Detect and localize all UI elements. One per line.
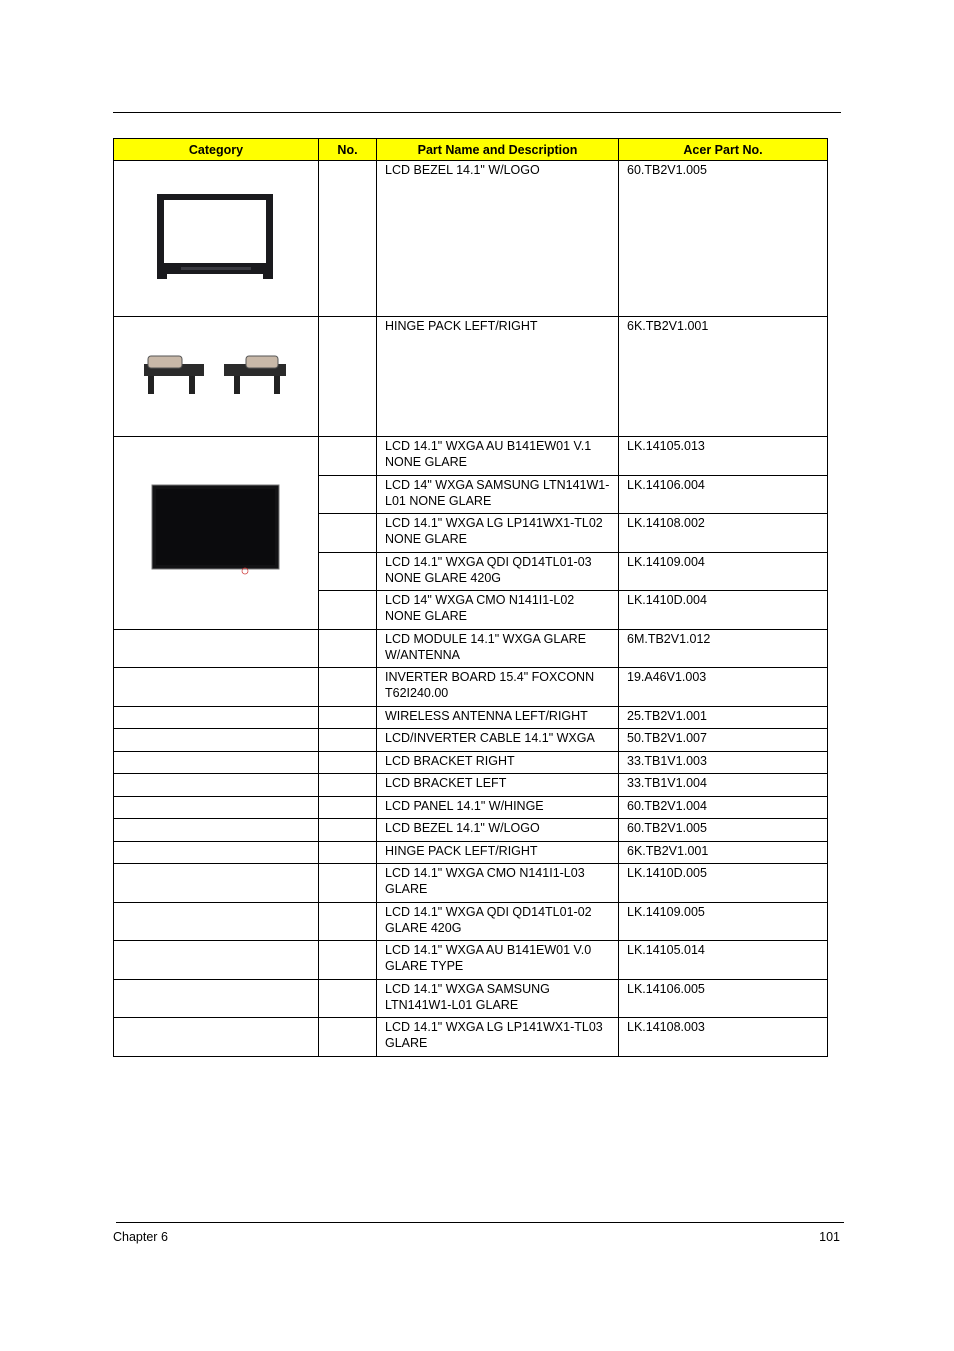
part-number-cell: 60.TB2V1.004 — [619, 797, 828, 819]
part-number-cell: 60.TB2V1.005 — [619, 819, 828, 842]
part-number-cell: 25.TB2V1.001 — [619, 707, 828, 729]
description-cell: LCD 14.1" WXGA CMO N141I1-L03 GLARE — [377, 864, 619, 903]
part-number-cell: 6M.TB2V1.012 — [619, 630, 828, 668]
no-cell — [319, 941, 377, 980]
footer-chapter: Chapter 6 — [113, 1230, 168, 1244]
category-cell — [114, 630, 319, 668]
no-cell — [319, 553, 377, 591]
part-number-cell: LK.14105.013 — [619, 437, 828, 476]
category-cell — [114, 437, 319, 630]
category-cell — [114, 903, 319, 941]
table-row — [114, 941, 828, 980]
description-cell: LCD 14" WXGA CMO N141I1-L02 NONE GLARE — [377, 591, 619, 630]
category-cell — [114, 864, 319, 903]
description-cell: LCD MODULE 14.1" WXGA GLARE W/ANTENNA — [377, 630, 619, 668]
description-cell: LCD PANEL 14.1" W/HINGE — [377, 797, 619, 819]
part-number-cell: LK.14105.014 — [619, 941, 828, 980]
table-row — [114, 437, 828, 476]
table-row — [114, 842, 828, 864]
footer-page-number: 101 — [819, 1230, 840, 1244]
category-cell — [114, 941, 319, 980]
no-cell — [319, 514, 377, 553]
part-number-cell: LK.14108.002 — [619, 514, 828, 553]
category-cell — [114, 774, 319, 797]
header-acer-part-no: Acer Part No. — [619, 139, 828, 161]
footer-rule — [116, 1222, 844, 1223]
header-rule — [113, 112, 841, 113]
parts-table — [113, 138, 828, 1057]
no-cell — [319, 864, 377, 903]
no-cell — [319, 630, 377, 668]
category-cell — [114, 707, 319, 729]
table-row — [114, 1018, 828, 1057]
part-number-cell: LK.1410D.004 — [619, 591, 828, 630]
category-cell — [114, 161, 319, 317]
no-cell — [319, 437, 377, 476]
description-cell: LCD 14.1" WXGA LG LP141WX1-TL02 NONE GLARE — [377, 514, 619, 553]
header-category: Category — [114, 139, 319, 161]
table-row — [114, 864, 828, 903]
category-cell — [114, 317, 319, 437]
category-cell — [114, 729, 319, 752]
no-cell — [319, 797, 377, 819]
description-cell: HINGE PACK LEFT/RIGHT — [377, 842, 619, 864]
no-cell — [319, 161, 377, 317]
no-cell — [319, 774, 377, 797]
table-row — [114, 729, 828, 752]
header-no: No. — [319, 139, 377, 161]
table-row — [114, 797, 828, 819]
table-row — [114, 630, 828, 668]
description-cell: LCD 14" WXGA SAMSUNG LTN141W1-L01 NONE GLARE — [377, 476, 619, 514]
category-cell — [114, 668, 319, 707]
no-cell — [319, 476, 377, 514]
part-number-cell: LK.1410D.005 — [619, 864, 828, 903]
table-row — [114, 980, 828, 1018]
description-cell: LCD 14.1" WXGA SAMSUNG LTN141W1-L01 GLARE — [377, 980, 619, 1018]
no-cell — [319, 591, 377, 630]
no-cell — [319, 1018, 377, 1057]
no-cell — [319, 707, 377, 729]
part-number-cell: LK.14109.005 — [619, 903, 828, 941]
no-cell — [319, 317, 377, 437]
no-cell — [319, 729, 377, 752]
no-cell — [319, 668, 377, 707]
description-cell: LCD 14.1" WXGA QDI QD14TL01-03 NONE GLARE 420G — [377, 553, 619, 591]
no-cell — [319, 842, 377, 864]
description-cell: LCD BEZEL 14.1" W/LOGO — [377, 161, 619, 317]
category-cell — [114, 842, 319, 864]
lcd-panel-image — [151, 484, 281, 579]
header-part-name: Part Name and Description — [377, 139, 619, 161]
table-header-row — [114, 139, 828, 161]
part-number-cell: LK.14109.004 — [619, 553, 828, 591]
description-cell: LCD BRACKET RIGHT — [377, 752, 619, 774]
part-number-cell: LK.14106.004 — [619, 476, 828, 514]
part-number-cell: 19.A46V1.003 — [619, 668, 828, 707]
part-number-cell: 33.TB1V1.003 — [619, 752, 828, 774]
part-number-cell: 33.TB1V1.004 — [619, 774, 828, 797]
table-row — [114, 752, 828, 774]
description-cell: INVERTER BOARD 15.4" FOXCONN T62I240.00 — [377, 668, 619, 707]
lcd-bezel-image — [151, 187, 281, 287]
description-cell: LCD 14.1" WXGA LG LP141WX1-TL03 GLARE — [377, 1018, 619, 1057]
part-number-cell: 6K.TB2V1.001 — [619, 842, 828, 864]
part-number-cell: LK.14106.005 — [619, 980, 828, 1018]
table-row — [114, 774, 828, 797]
no-cell — [319, 819, 377, 842]
description-cell: LCD 14.1" WXGA AU B141EW01 V.0 GLARE TYPE — [377, 941, 619, 980]
table-row — [114, 707, 828, 729]
table-row — [114, 317, 828, 437]
description-cell: LCD 14.1" WXGA AU B141EW01 V.1 NONE GLARE — [377, 437, 619, 476]
description-cell: LCD 14.1" WXGA QDI QD14TL01-02 GLARE 420G — [377, 903, 619, 941]
category-cell — [114, 819, 319, 842]
category-cell — [114, 1018, 319, 1057]
no-cell — [319, 903, 377, 941]
category-cell — [114, 797, 319, 819]
part-number-cell: LK.14108.003 — [619, 1018, 828, 1057]
no-cell — [319, 980, 377, 1018]
description-cell: LCD/INVERTER CABLE 14.1" WXGA — [377, 729, 619, 752]
part-number-cell: 60.TB2V1.005 — [619, 161, 828, 317]
part-number-cell: 6K.TB2V1.001 — [619, 317, 828, 437]
part-number-cell: 50.TB2V1.007 — [619, 729, 828, 752]
no-cell — [319, 752, 377, 774]
category-cell — [114, 980, 319, 1018]
table-row — [114, 819, 828, 842]
description-cell: WIRELESS ANTENNA LEFT/RIGHT — [377, 707, 619, 729]
table-row — [114, 903, 828, 941]
description-cell: LCD BRACKET LEFT — [377, 774, 619, 797]
category-cell — [114, 752, 319, 774]
hinge-pack-image — [141, 350, 291, 400]
table-row — [114, 161, 828, 317]
description-cell: HINGE PACK LEFT/RIGHT — [377, 317, 619, 437]
description-cell: LCD BEZEL 14.1" W/LOGO — [377, 819, 619, 842]
table-row — [114, 668, 828, 707]
